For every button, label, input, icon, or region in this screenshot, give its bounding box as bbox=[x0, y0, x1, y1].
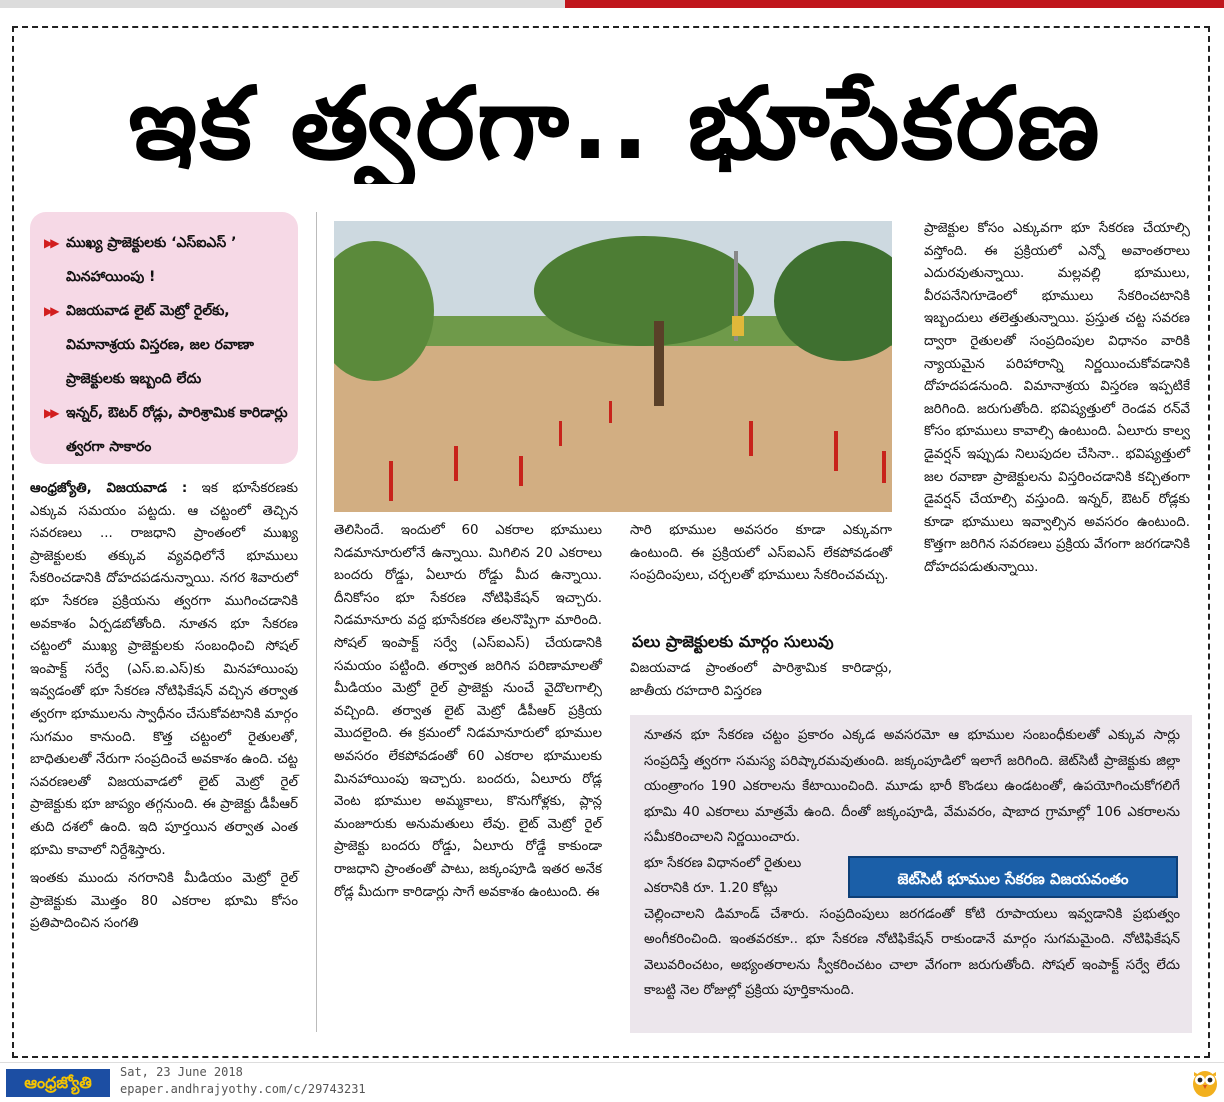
top-strip-accent bbox=[565, 0, 1224, 8]
highlight-item bbox=[44, 226, 288, 294]
column-divider bbox=[316, 212, 317, 1032]
highlights-box bbox=[30, 212, 298, 464]
epaper-url[interactable]: epaper.andhrajyothy.com/c/29743231 bbox=[120, 1082, 366, 1096]
top-strip-left bbox=[0, 0, 565, 8]
double-arrow-icon: ▶▶ bbox=[44, 406, 57, 420]
side-story-heading: జెట్‌సిటీ భూముల సేకరణ విజయవంతం bbox=[848, 856, 1178, 898]
land-photo bbox=[334, 221, 892, 512]
double-arrow-icon: ▶▶ bbox=[44, 304, 57, 318]
column-4: ప్రాజెక్టుల కోసం ఎక్కువగా భూ సేకరణ చేయాల్సి వస్తోంది. ఈ ప్రక్రియలో ఎన్నో అవాంతరాలు ఎదురవుతున్నాయి. మల్లవల్లి భూములు, వీరపనేనిగూడెంలో భూములు సేకరించటానికి ఇబ్బందులు తలెత్తుతున్నాయి. ప్రస్తుత చట్ట సవరణ ద్వారా రైతులతో సంప్రదింపుల విధానం వారికి న్యాయమైన పరిహారాన్ని నిర్ణయించుకోవడానికి దోహదపడనుంది. విమానాశ్రయ విస్తరణ ఇప్పటికే జరిగింది. జరుగుతోంది. భవిష్యత్తులో రెండవ రన్‌వే కోసం భూములు కావాల్సి ఉంటుంది. ఏలూరు కాల్వ డైవర్షన్ ఇప్పుడు నిలుపుదల చేసినా.. భవిష్యత్తులో జల రవాణా ప్రాజెక్టులను విస్తరించడానికి కచ్చితంగా డైవర్షన్ చేయాల్సి వస్తుంది. ఇన్నర్, ఔటర్ రోడ్లకు కూడా భూములు ఇవ్వాల్సిన అవసరం ఉంటుంది. కొత్తగా జరిగిన సవరణలు ప్రక్రియ వేగంగా జరగడానికి దోహదపడుతున్నాయి. bbox=[924, 221, 1190, 575]
side-story-text: ఎకరానికి రూ. 1.20 కోట్లు bbox=[644, 881, 778, 896]
paragraph-text: ఇంతకు ముందు నగరానికి మీడియం మెట్రో రైల్ ప్రాజెక్టుకు మొత్తం 80 ఎకరాల భూమి కోసం ప్రతిపాదించిన సంగతి bbox=[30, 871, 298, 932]
side-story-text: నూతన భూ సేకరణ చట్టం ప్రకారం ఎక్కడ అవసరమో ఆ భూముల సంబంధీకులతో ఎక్కువ సార్లు సంప్రదిస్తే త్వరగా సమస్య పరిష్కారమవుతుంది. జక్కంపూడిలో ఇలాగే జరిగింది. జెట్‌సిటీ ప్రాజెక్టుకు జిల్లా యంత్రాంగం 190 ఎకరాలను కేటాయించింది. మూడు భారీ కొండలు ఉండటంతో, ఉపయోగించుకోగలిగే భూమి 40 ఎకరాలు మాత్రమే ఉంది. దీంతో జక్కంపూడి, వేమవరం, షాబాద గ్రామాల్లో 106 ఎకరాలను సమీకరించాలని నిర్ణయించారు. bbox=[644, 728, 1180, 845]
headline: ఇక త్వరగా.. భూసేకరణ bbox=[128, 65, 1102, 182]
dateline: ఆంధ్రజ్యోతి, విజయవాడ : bbox=[30, 481, 188, 496]
highlight-text: ముఖ్య ప్రాజెక్టులకు ‘ఎస్‌ఐఎస్ ’ మినహాయింపు ! bbox=[66, 235, 237, 285]
column-3: సారి భూముల అవసరం కూడా ఎక్కువగా ఉంటుంది. ఈ ప్రక్రియలో ఎస్ఐఎస్ లేకపోవడంతో సంప్రదింపులు, చర్చలతో భూములు సేకరించవచ్చు. bbox=[630, 523, 892, 584]
andhrajyothy-logo bbox=[6, 1069, 110, 1097]
footer bbox=[0, 1062, 1224, 1102]
highlight-text: విజయవాడ లైట్ మెట్రో రైల్‌కు, విమానాశ్రయ విస్తరణ, జల రవాణా ప్రాజెక్టులకు ఇబ్బంది లేదు bbox=[66, 303, 254, 387]
subheading: పలు ప్రాజెక్టులకు మార్గం సులువు bbox=[632, 632, 834, 651]
highlight-item bbox=[44, 396, 288, 464]
double-arrow-icon: ▶▶ bbox=[44, 236, 57, 250]
top-strip bbox=[0, 0, 1224, 8]
column-1 bbox=[30, 478, 298, 1048]
column-2: తెలిసిందే. ఇందులో 60 ఎకరాల భూములు నిడమానూరులోనే ఉన్నాయి. మిగిలిన 20 ఎకరాలు బందరు రోడ్డు, ఏలూరు రోడ్డు మీద ఉన్నాయి. దీనికోసం భూ సేకరణ నోటిఫికేషన్ ఇచ్చారు. నిడమానూరు వద్ద భూసేకరణ తలనొప్పిగా మారింది. సోషల్ ఇంపాక్ట్ సర్వే (ఎస్ఐఎస్) చేయడానికి సమయం పట్టింది. తర్వాత జరిగిన పరిణామాలతో మీడియం మెట్రో రైల్ ప్రాజెక్టు నుంచే వైదొలగాల్సి వచ్చింది. తర్వాత లైట్ మెట్రో డీపీఆర్ ప్రక్రియ మొదలైంది. ఈ క్రమంలో నిడమానూరులో భూముల అవసరం లేకపోవడంతో 60 ఎకరాల భూములకు మినహాయింపు ఇచ్చారు. బందరు, ఏలూరు రోడ్ల వెంట భూముల అమ్మకాలు, కొనుగోళ్లకు, ప్లాన్ల మంజూరుకు అనుమతులు లేవు. లైట్ మెట్రో రైల్ ప్రాజెక్టు బందరు రోడ్డు, ఏలూరు రోడ్డే కాకుండా రాజధాని ప్రాంతంతో పాటు, జక్కంపూడి ఇతర అనేక రోడ్ల మీదుగా కారిడార్లు సాగే అవకాశం ఉంటుంది. ఈ bbox=[334, 523, 602, 900]
paragraph-text: ఇక భూసేకరణకు ఎక్కువ సమయం పట్టదు. ఆ చట్టంలో తెచ్చిన సవరణలు ... రాజధాని ప్రాంతంలో ముఖ్య ప్రాజెక్టులకు తక్కువ వ్యవధిలోనే భూములు సేకరించడానికి దోహదపడనున్నాయి. నగర శివారులో భూ సేకరణ ప్రక్రియను త్వరగా ముగించడానికి అవకాశం ఏర్పడబోతోంది. నూతన భూ సేకరణ చట్టంలో ముఖ్య ప్రాజెక్టులకు సంబంధించి సోషల్ ఇంపాక్ట్ సర్వే (ఎస్.ఐ.ఎస్)కు మినహాయింపు ఇవ్వడంతో భూ సేకరణ నోటిఫికేషన్ వచ్చిన తర్వాత త్వరగా భూములను స్వాధీనం చేసుకోవటానికి మార్గం సుగమం కానుంది. కొత్త చట్టంలో రైతులతో, బాధితులతో నేరుగా సంప్రదించే అవకాశం ఉంది. చట్ట సవరణలతో విజయవాడలో లైట్ మెట్రో రైల్ ప్రాజెక్టుకు భూ జాప్యం తగ్గనుంది. ఈ ప్రాజెక్టు డీపీఆర్ తుది దశలో ఉంది. ఇది పూర్తయిన తర్వాత ఎంత భూమి కావాలో నిర్దేశిస్తారు. bbox=[30, 481, 299, 858]
side-story-text: చెల్లించాలని డిమాండ్ చేశారు. సంప్రదింపులు జరగడంతో కోటి రూపాయలు ఇవ్వడానికి ప్రభుత్వం అంగీకరించింది. ఇంతవరకూ.. భూ సేకరణ నోటిఫికేషన్ రాకుండానే మార్గం సుగమమైంది. నోటిఫికేషన్ వెలువరించటం, అభ్యంతరాలను స్వీకరించటం చాలా వేగంగా జరుగుతోంది. సోషల్ ఇంపాక్ట్ సర్వే లేదు కాబట్టి నెల రోజుల్లో ప్రక్రియ పూర్తికానుంది. bbox=[644, 906, 1180, 998]
highlight-item bbox=[44, 294, 288, 396]
paragraph bbox=[30, 478, 298, 862]
logo-text: ఆంధ్రజ్యోతి bbox=[24, 1073, 92, 1092]
side-story-text: భూ సేకరణ విధానంలో రైతులు bbox=[644, 855, 802, 871]
owl-icon bbox=[1190, 1066, 1220, 1098]
column-3-continued: విజయవాడ ప్రాంతంలో పారిశ్రామిక కారిడార్లు, జాతీయ రహదారి విస్తరణ bbox=[630, 661, 892, 699]
publish-date: Sat, 23 June 2018 bbox=[120, 1065, 243, 1079]
highlight-text: ఇన్నర్, ఔటర్ రోడ్లు, పారిశ్రామిక కారిడార్లు త్వరగా సాకారం bbox=[66, 405, 288, 455]
